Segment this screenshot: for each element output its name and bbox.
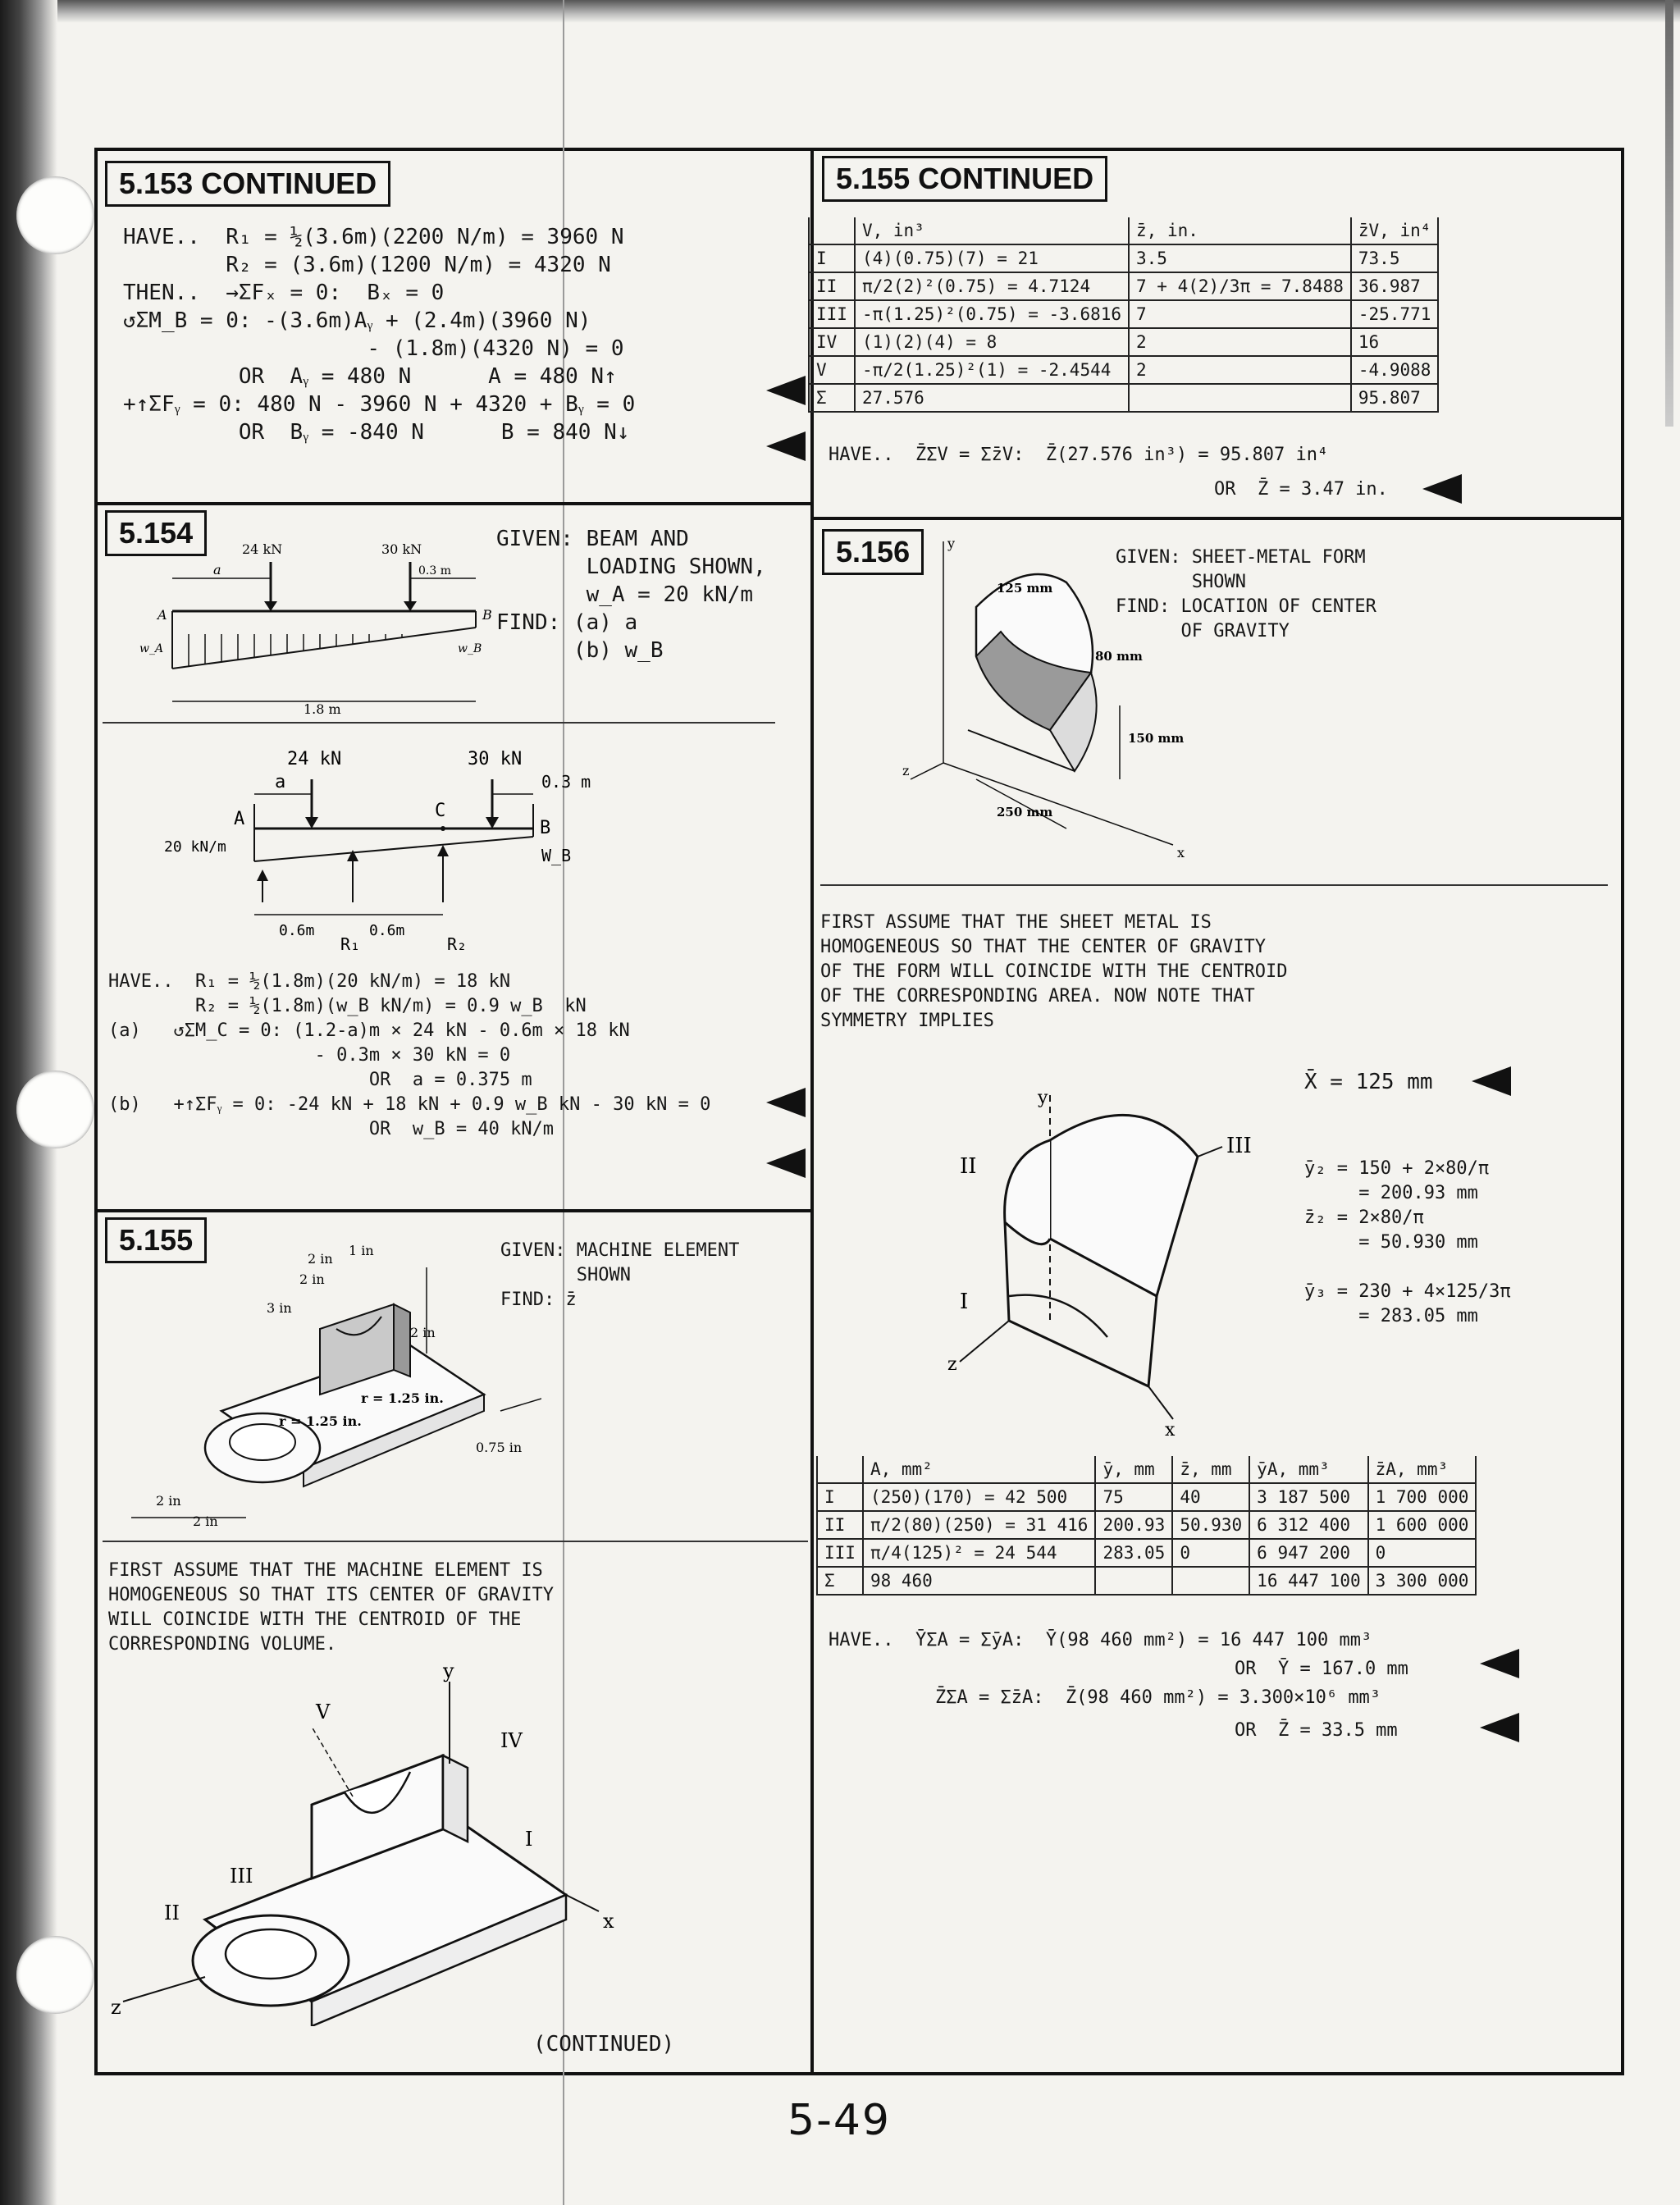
fig1-wA: w_A (139, 642, 164, 655)
dim-1in: 1 in (349, 1243, 374, 1258)
punch-hole-bottom (16, 1936, 94, 2014)
table-cell: -25.771 (1351, 300, 1439, 328)
scan-right-mark (1665, 0, 1673, 427)
solution-line: HAVE.. R₁ = ½(1.8m)(20 kN/m) = 18 kN (108, 971, 511, 992)
table-header-cell: z̄, mm (1172, 1456, 1249, 1483)
solution-5-154 (108, 970, 710, 1142)
156-dim-250: 250 mm (997, 805, 1053, 819)
fig2-d1: 0.6m (279, 922, 315, 939)
table-header-cell: ȳ, mm (1095, 1456, 1172, 1483)
156p-part-III: III (1226, 1134, 1252, 1158)
problem-label-5-155: 5.155 (105, 1217, 207, 1263)
dim-r1: r = 1.25 in. (361, 1390, 444, 1406)
fig2-wB: W_B (541, 846, 572, 865)
fig1-B: B (482, 607, 492, 623)
table-cell: 16 (1351, 328, 1439, 356)
table-header-cell: V, in³ (855, 217, 1129, 244)
table-cell: II (817, 1511, 863, 1539)
table-cell: 2 (1129, 356, 1351, 384)
table-row (809, 272, 1438, 300)
answer-arrow-g (1468, 1649, 1519, 1678)
solution-line: - (1.8m)(4320 N) = 0 (123, 336, 624, 361)
figure-5-155-element (115, 1222, 541, 1526)
part-IV: IV (500, 1729, 523, 1752)
table-cell: 16 447 100 (1249, 1567, 1367, 1595)
solution-line: +↑ΣFᵧ = 0: 480 N - 3960 N + 4320 + Bᵧ = 0 (123, 392, 636, 417)
fig2-a: a (275, 772, 286, 792)
table-cell: -π(1.25)²(0.75) = -3.6816 (855, 300, 1129, 328)
table-cell: III (809, 300, 855, 328)
solution-line: ↺ΣM_B = 0: -(3.6m)Aᵧ + (2.4m)(3960 N) (123, 308, 591, 333)
solution-line: (b) +↑ΣFᵧ = 0: -24 kN + 18 kN + 0.9 w_B kN - 30 kN = 0 (108, 1094, 711, 1115)
fig2-C: C (435, 801, 446, 821)
answer-arrow-d (755, 1148, 806, 1178)
table-cell: -4.9088 (1351, 356, 1439, 384)
answer-arrow-e (1411, 474, 1462, 504)
dim-075in: 0.75 in (476, 1440, 523, 1455)
table-cell: 98 460 (863, 1567, 1096, 1595)
solution-line: OR Bᵧ = -840 N B = 840 N↓ (123, 420, 630, 445)
table-cell: (4)(0.75)(7) = 21 (855, 244, 1129, 272)
part-III: III (230, 1865, 253, 1888)
result-5-156-line1: HAVE.. ȲΣA = ΣȳA: Ȳ(98 460 mm²) = 16 447 100 mm³ (829, 1630, 1372, 1650)
table-cell: 3 300 000 (1368, 1567, 1477, 1595)
fig1-wB: w_B (458, 642, 482, 655)
156-axis-y: y (947, 536, 956, 551)
table-cell: 50.930 (1172, 1511, 1249, 1539)
dim-2in-e: 2 in (193, 1513, 218, 1526)
table-cell: Σ (809, 384, 855, 412)
result-5-155-line1: HAVE.. Z̄ΣV = Σz̄V: Z̄(27.576 in³) = 95.807 in⁴ (829, 445, 1329, 465)
solution-line: (a) ↺ΣM_C = 0: (1.2-a)m × 24 kN - 0.6m × 18 kN (108, 1020, 630, 1041)
table-header-row (809, 217, 1438, 244)
table-cell: 0 (1368, 1539, 1477, 1567)
answer-arrow-b (755, 431, 806, 461)
156-dim-125: 125 mm (997, 581, 1053, 596)
156p-axis-z: z (947, 1354, 957, 1375)
dim-2in-c: 2 in (410, 1325, 436, 1340)
axis-z: z (111, 1996, 121, 2019)
dim-2in-b: 2 in (299, 1271, 325, 1287)
text-5-155-assume: FIRST ASSUME THAT THE MACHINE ELEMENT IS HOMOGENEOUS SO THAT ITS CENTER OF GRAVITY WILL COINCIDE WITH THE CENTROID OF THE CORRESPONDING VOLUME. (108, 1560, 555, 1655)
table-cell: π/4(125)² = 24 544 (863, 1539, 1096, 1567)
table-row (817, 1567, 1476, 1595)
table-cell: Σ (817, 1567, 863, 1595)
table-header-cell: A, mm² (863, 1456, 1096, 1483)
table-cell: 1 600 000 (1368, 1511, 1477, 1539)
table-row (809, 384, 1438, 412)
table-cell: 283.05 (1095, 1539, 1172, 1567)
divider-154-155 (94, 1209, 812, 1212)
continued-footer: (CONTINUED) (533, 2032, 675, 2057)
table-cell: π/2(80)(250) = 31 416 (863, 1511, 1096, 1539)
dim-3in: 3 in (267, 1300, 292, 1316)
156p-axis-y: y (1038, 1091, 1048, 1108)
table-cell: 7 (1129, 300, 1351, 328)
table-cell (1129, 384, 1351, 412)
fig1-load1: 24 kN (242, 541, 283, 557)
table-row (817, 1539, 1476, 1567)
156-dim-150: 150 mm (1128, 731, 1185, 746)
table-cell: II (809, 272, 855, 300)
fig2-A: A (234, 809, 245, 829)
part-I: I (525, 1828, 533, 1851)
fig1-span: 1.8 m (304, 701, 341, 717)
problem-label-5-156: 5.156 (822, 529, 924, 575)
divider-154-fig (103, 722, 775, 724)
156-axis-z: z (902, 763, 910, 778)
solution-line: OR a = 0.375 m (108, 1070, 532, 1090)
given-5-155: GIVEN: MACHINE ELEMENT SHOWN FIND: z̄ (500, 1240, 740, 1310)
calc-5-156: ȳ₂ = 150 + 2×80/π = 200.93 mm z̄₂ = 2×80/π = 50.930 mm ȳ₃ = 230 + 4×125/3π = 283.05 mm (1304, 1158, 1511, 1326)
solution-line: OR w_B = 40 kN/m (108, 1119, 555, 1139)
table-cell: 6 947 200 (1249, 1539, 1367, 1567)
table-header-cell (817, 1456, 863, 1483)
table-cell: 40 (1172, 1483, 1249, 1511)
solution-5-153 (123, 223, 635, 446)
fig1-load2: 30 kN (381, 541, 422, 557)
table-cell: III (817, 1539, 863, 1567)
table-cell: 36.987 (1351, 272, 1439, 300)
table-cell: IV (809, 328, 855, 356)
table-cell: 75 (1095, 1483, 1172, 1511)
punch-hole-top (16, 176, 94, 254)
table-cell: 1 700 000 (1368, 1483, 1477, 1511)
solution-line: R₂ = ½(1.8m)(w_B kN/m) = 0.9 w_B kN (108, 996, 587, 1016)
table-header-cell: z̄, in. (1129, 217, 1351, 244)
fig2-d2: 0.6m (369, 922, 405, 939)
page-number: 5-49 (788, 2096, 892, 2145)
figure-5-155-parts (107, 1665, 681, 2026)
answer-arrow-c (755, 1088, 806, 1117)
table-cell: 73.5 (1351, 244, 1439, 272)
part-V: V (316, 1701, 331, 1723)
table-5-156 (816, 1456, 1477, 1596)
fig2-d03: 0.3 m (541, 772, 591, 792)
solution-line: - 0.3m × 30 kN = 0 (108, 1045, 511, 1066)
axis-y: y (443, 1665, 454, 1682)
table-cell: 3.5 (1129, 244, 1351, 272)
punch-hole-middle (16, 1071, 94, 1148)
divider-156-text (820, 884, 1608, 886)
table-row (809, 328, 1438, 356)
table-cell: 0 (1172, 1539, 1249, 1567)
fig2-load2: 30 kN (468, 749, 523, 769)
table-cell: 200.93 (1095, 1511, 1172, 1539)
table-cell: 3 187 500 (1249, 1483, 1367, 1511)
dim-r2: r = 1.25 in. (279, 1413, 362, 1429)
table-cell: 2 (1129, 328, 1351, 356)
problem-label-5-155-continued: 5.155 CONTINUED (822, 156, 1107, 202)
fig1-A: A (158, 607, 167, 623)
156p-part-I: I (960, 1290, 969, 1314)
table-header-cell: ȳA, mm³ (1249, 1456, 1367, 1483)
given-5-156: GIVEN: SHEET-METAL FORM SHOWN FIND: LOCATION OF CENTER OF GRAVITY (1116, 547, 1376, 641)
table-header-cell: z̄A, mm³ (1368, 1456, 1477, 1483)
table-cell (1095, 1567, 1172, 1595)
solution-line: OR Aᵧ = 480 N A = 480 N↑ (123, 364, 617, 389)
figure-5-154-beam (115, 537, 492, 718)
given-5-154: GIVEN: BEAM AND LOADING SHOWN, w_A = 20 kN/m FIND: (a) a (b) w_B (496, 527, 766, 663)
part-II: II (164, 1901, 180, 1924)
solution-line: THEN.. →ΣFₓ = 0: Bₓ = 0 (123, 281, 445, 305)
156-axis-x: x (1177, 845, 1185, 861)
table-cell: 7 + 4(2)/3π = 7.8488 (1129, 272, 1351, 300)
table-cell: (1)(2)(4) = 8 (855, 328, 1129, 356)
text-5-156-assume: FIRST ASSUME THAT THE SHEET METAL IS HOMOGENEOUS SO THAT THE CENTER OF GRAVITY OF THE FORM WILL COINCIDE WITH THE CENTROID OF THE CORRESPONDING AREA. NOW NOTE THAT SYMMETRY IMPLIES (820, 912, 1288, 1031)
solution-line: R₂ = (3.6m)(1200 N/m) = 4320 N (123, 253, 611, 277)
table-row (809, 356, 1438, 384)
scan-top-shadow (0, 0, 1680, 23)
fig2-B: B (540, 818, 551, 838)
table-cell (1172, 1567, 1249, 1595)
figure-5-154-fbd (164, 746, 673, 952)
column-divider (810, 148, 814, 2075)
solution-line: HAVE.. R₁ = ½(3.6m)(2200 N/m) = 3960 N (123, 225, 624, 249)
table-row (809, 244, 1438, 272)
table-header-cell: z̄V, in⁴ (1351, 217, 1439, 244)
table-cell: I (817, 1483, 863, 1511)
fig2-R2: R₂ (447, 934, 468, 952)
table-header-row (817, 1456, 1476, 1483)
problem-label-5-154: 5.154 (105, 510, 207, 556)
axis-x: x (603, 1910, 614, 1933)
dim-2in-d: 2 in (156, 1493, 181, 1509)
table-cell: I (809, 244, 855, 272)
result-xbar: X̄ = 125 mm (1304, 1070, 1433, 1094)
figure-5-156-form (902, 533, 1230, 861)
divider-153-154 (94, 502, 812, 505)
divider-155-fig (103, 1541, 808, 1542)
table-row (817, 1511, 1476, 1539)
fig2-load1: 24 kN (287, 749, 342, 769)
table-header-cell (809, 217, 855, 244)
table-cell: 95.807 (1351, 384, 1439, 412)
dim-2in-a: 2 in (308, 1251, 333, 1267)
fig1-dim-03: 0.3 m (418, 564, 451, 578)
table-cell: (250)(170) = 42 500 (863, 1483, 1096, 1511)
table-5-155 (808, 217, 1439, 413)
table-cell: 6 312 400 (1249, 1511, 1367, 1539)
divider-155-156 (812, 517, 1624, 520)
156p-part-II: II (960, 1154, 977, 1179)
fig2-R1: R₁ (340, 934, 361, 952)
result-5-156-line4: OR Z̄ = 33.5 mm (1235, 1720, 1398, 1741)
table-cell: -π/2(1.25)²(1) = -2.4544 (855, 356, 1129, 384)
result-5-155-line2: OR Z̄ = 3.47 in. (1214, 479, 1388, 500)
fig1-dim-a: a (213, 562, 221, 578)
figure-5-156-parts (927, 1091, 1288, 1436)
result-5-156-line3: Z̄ΣA = Σz̄A: Z̄(98 460 mm²) = 3.300×10⁶ mm³ (935, 1687, 1381, 1708)
table-cell: V (809, 356, 855, 384)
table-row (809, 300, 1438, 328)
table-cell: 27.576 (855, 384, 1129, 412)
answer-arrow-h (1468, 1713, 1519, 1742)
answer-arrow-f (1460, 1066, 1511, 1096)
problem-label-5-153: 5.153 CONTINUED (105, 161, 390, 207)
answer-arrow-a (755, 376, 806, 405)
156-dim-80: 80 mm (1095, 649, 1143, 664)
156p-axis-x: x (1165, 1420, 1176, 1436)
table-row (817, 1483, 1476, 1511)
fig2-wA: 20 kN/m (164, 838, 226, 856)
result-5-156-line2: OR Ȳ = 167.0 mm (1235, 1659, 1408, 1679)
table-cell: π/2(2)²(0.75) = 4.7124 (855, 272, 1129, 300)
